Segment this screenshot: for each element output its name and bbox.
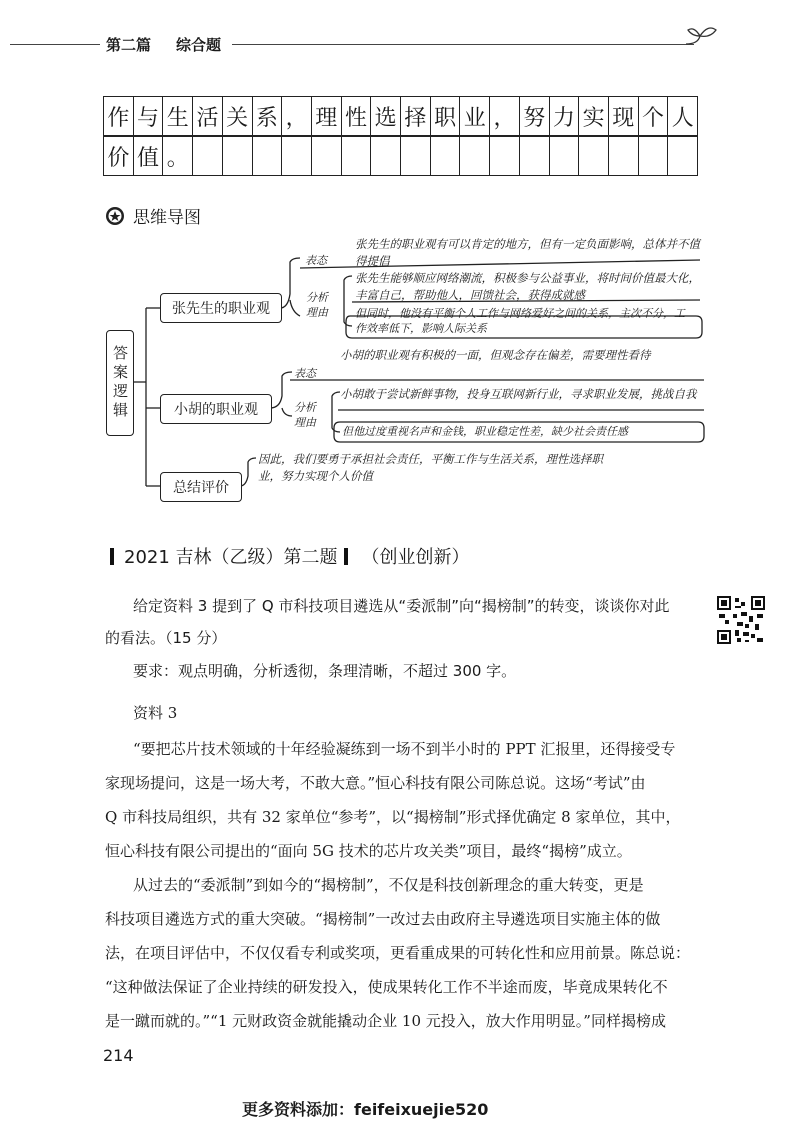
zhang-reason-label: 分析理由 xyxy=(306,291,328,319)
header-title: 综合题 xyxy=(176,36,222,54)
material-line: “要把芯片技术领域的十年经验凝练到一场不到半小时的 PPT 汇报里，还得接受专 xyxy=(133,740,676,758)
row1-cell: 系 xyxy=(252,96,282,136)
row1-cell: 个 xyxy=(638,96,668,136)
xiaohu-reason-2: 但他过度重视名声和金钱，职业稳定性差，缺少社会责任感 xyxy=(342,425,628,438)
question-heading xyxy=(110,543,470,569)
material-line: 从过去的“委派制”到如今的“揭榜制”，不仅是科技创新理念的重大转变，更是 xyxy=(133,876,644,894)
material-line: 科技项目遴选方式的重大突破。“揭榜制”一改过去由政府主导遴选项目实施主体的做 xyxy=(105,910,661,928)
xiaohu-attitude-text: 小胡的职业观有积极的一面，但观念存在偏差，需要理性看待 xyxy=(340,348,651,362)
zhang-reason-1: 张先生能够顺应网络潮流，积极参与公益事业，将时间价值最大化，丰富自己，帮助他人，回馈社会，获得成就感 xyxy=(355,271,700,302)
row1-cell: 生 xyxy=(162,96,192,136)
row1-cell: 选 xyxy=(370,96,400,136)
zhang-attitude-label: 表态 xyxy=(305,254,327,267)
row1-cell: 关 xyxy=(222,96,252,136)
mind-map-node-xiaohu: 小胡的职业观 xyxy=(160,394,272,424)
row1-cell: ， xyxy=(489,96,519,136)
prompt-line-2: 的看法。（15 分） xyxy=(105,629,227,647)
footer-note: 更多资料添加：feifeixuejie520 xyxy=(242,1100,489,1119)
question-heading-text: 2021 吉林（乙级）第二题 xyxy=(124,547,338,568)
material-label: 资料 3 xyxy=(133,704,178,722)
row1-cell: 现 xyxy=(608,96,638,136)
qr-code-icon[interactable] xyxy=(717,596,765,644)
mind-map-node-summary: 总结评价 xyxy=(160,472,242,502)
prompt-line-1: 给定资料 3 提到了 Q 市科技项目遴选从“委派制”向“揭榜制”的转变，谈谈你对此 xyxy=(133,597,670,615)
summary-text: 因此，我们要勇于承担社会责任，平衡工作与生活关系，理性选择职业，努力实现个人价值 xyxy=(258,452,603,483)
row1-cell: 与 xyxy=(133,96,163,136)
row1-cell: 力 xyxy=(549,96,579,136)
question-tag: （创业创新） xyxy=(361,547,470,568)
page-number: 214 xyxy=(103,1046,134,1065)
zhang-attitude-text: 张先生的职业观有可以肯定的地方，但有一定负面影响，总体并不值得提倡 xyxy=(355,237,700,268)
row1-cell: 业 xyxy=(459,96,489,136)
material-line: “这种做法保证了企业持续的研发投入，使成果转化工作不半途而废，毕竟成果转化不 xyxy=(105,978,668,996)
requirement: 要求：观点明确，分析透彻，条理清晰，不超过 300 字。 xyxy=(133,662,517,680)
row1-cell: 活 xyxy=(192,96,222,136)
mind-map-node-zhang: 张先生的职业观 xyxy=(160,293,282,323)
heading-bar-left xyxy=(110,548,114,565)
row1-cell: 性 xyxy=(341,96,371,136)
material-line: Q 市科技局组织，共有 32 家单位“参考”，以“揭榜制”形式择优确定 8 家单位，其中， xyxy=(105,808,681,826)
header-part: 第二篇 xyxy=(106,36,152,54)
heading-bar-right xyxy=(344,548,348,565)
mind-map-title: 思维导图 xyxy=(133,208,201,228)
row1-cell: ， xyxy=(281,96,311,136)
row1-cell: 人 xyxy=(667,96,698,136)
xiaohu-reason-label: 分析理由 xyxy=(294,401,316,429)
xiaohu-reason-1: 小胡敢于尝试新鲜事物，投身互联网新行业，寻求职业发展，挑战自我 xyxy=(340,387,697,401)
material-line: 恒心科技有限公司提出的“面向 5G 技术的芯片攻关类”项目，最终“揭榜”成立。 xyxy=(105,842,632,860)
mind-map-root: 答案逻辑 xyxy=(106,330,134,436)
row2-cell: 价 xyxy=(103,136,133,176)
row2-cell: 。 xyxy=(162,136,192,176)
material-line: 是一蹴而就的。”“1 元财政资金就能撬动企业 10 元投入，放大作用明显。”同样揭榜成 xyxy=(105,1012,666,1030)
row1-cell: 实 xyxy=(578,96,608,136)
row1-cell: 努 xyxy=(519,96,549,136)
material-line: 法，在项目评估中，不仅仅看专利或奖项，更看重成果的可转化性和应用前景。陈总说： xyxy=(105,944,691,962)
row1-cell: 择 xyxy=(400,96,430,136)
material-line: 家现场提问，这是一场大考，不敢大意。”恒心科技有限公司陈总说。这场“考试”由 xyxy=(105,774,646,792)
row1-cell: 职 xyxy=(430,96,460,136)
row1-cell: 理 xyxy=(311,96,341,136)
xiaohu-attitude-label: 表态 xyxy=(294,367,316,380)
row1-cell: 作 xyxy=(103,96,133,136)
row2-cell: 值 xyxy=(133,136,163,176)
zhang-reason-2: 但同时，他没有平衡个人工作与网络爱好之间的关系，主次不分，工作效率低下，影响人际关系 xyxy=(355,307,685,335)
